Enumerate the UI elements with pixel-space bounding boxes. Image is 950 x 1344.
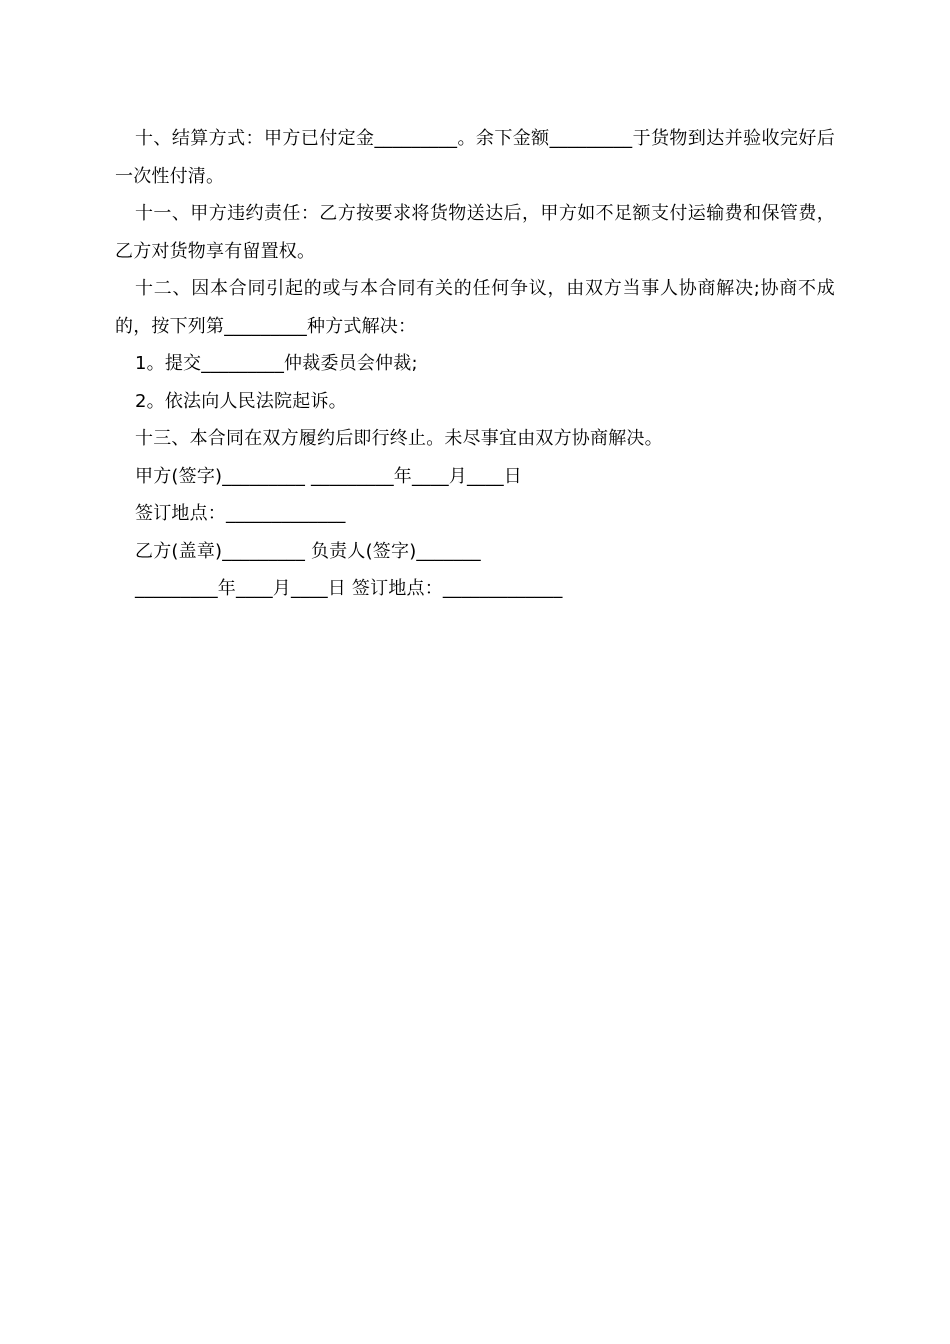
party-a-signature-line: 甲方(签字)_________ _________年____月____日: [135, 465, 522, 487]
clause-10-settlement: 十、结算方式：甲方已付定金_________。余下金额_________于货物到达并验收完好后一次性付清。: [115, 128, 835, 187]
clause-11-breach-liability: 十一、甲方违约责任：乙方按要求将货物送达后，甲方如不足额支付运输费和保管费，乙方对货物享有留置权。: [115, 203, 835, 262]
dispute-option-court: 2。依法向人民法院起诉。: [135, 390, 347, 412]
party-a-signing-place: 签订地点：_____________: [135, 503, 346, 524]
party-b-seal-line: 乙方(盖章)_________ 负责人(签字)_______: [135, 540, 481, 562]
document-body: [115, 120, 835, 608]
clause-12-dispute-resolution: 十二、因本合同引起的或与本合同有关的任何争议，由双方当事人协商解决;协商不成的，按下列第_________种方式解决：: [115, 278, 835, 337]
clause-13-termination: 十三、本合同在双方履约后即行终止。未尽事宜由双方协商解决。: [135, 428, 663, 449]
party-b-date-place-line: _________年____月____日 签订地点：_____________: [135, 578, 563, 599]
dispute-option-arbitration: 1。提交_________仲裁委员会仲裁;: [135, 353, 418, 374]
